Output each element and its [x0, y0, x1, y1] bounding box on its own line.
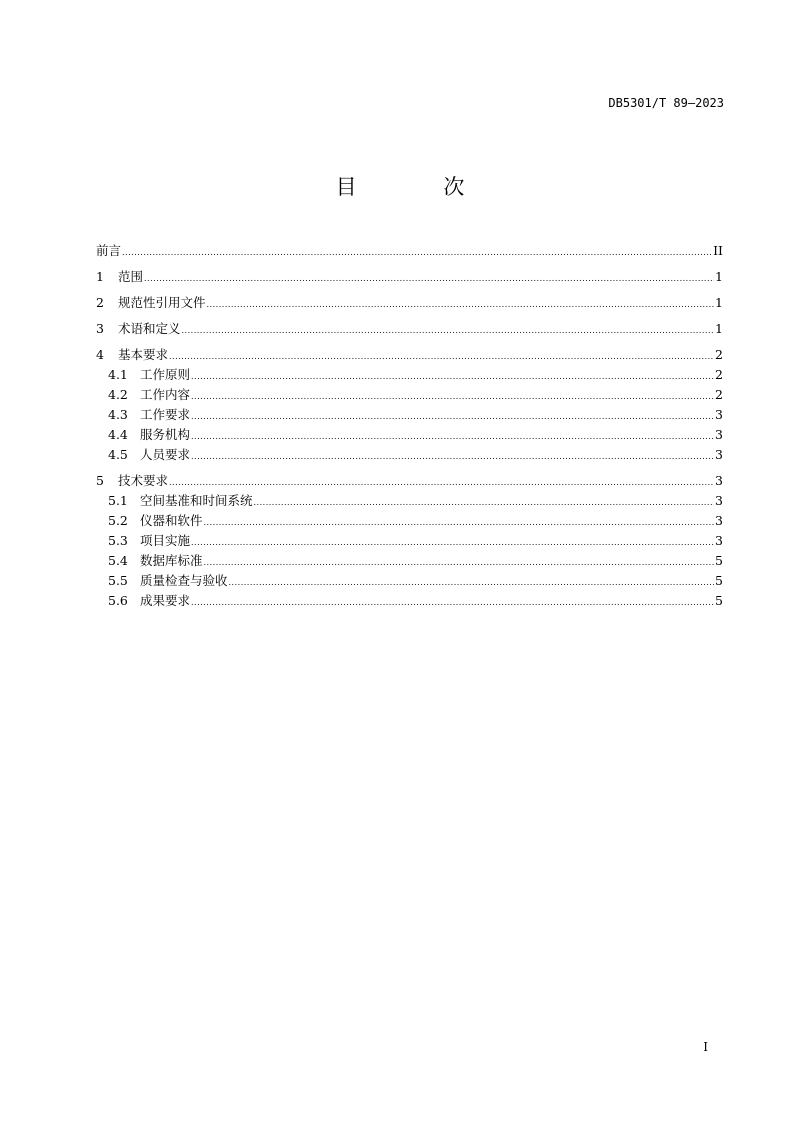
toc-entry-label: 空间基准和时间系统 [140, 493, 253, 508]
toc-entry[interactable] [96, 591, 723, 611]
toc-entry-label: 人员要求 [140, 447, 191, 462]
toc-entry[interactable] [96, 471, 723, 491]
toc-entry-number: 4.2 [108, 387, 128, 402]
toc-entry-number: 4.1 [108, 367, 128, 382]
toc-dot-leader [191, 387, 714, 407]
toc-entry[interactable] [96, 319, 723, 339]
toc-entry-label: 服务机构 [140, 427, 191, 442]
toc-entry[interactable] [96, 551, 723, 571]
toc-entry-label: 前言 [96, 243, 122, 258]
toc-dot-leader [204, 513, 715, 533]
toc-entry-label: 规范性引用文件 [118, 295, 206, 310]
toc-entry-label: 工作要求 [140, 407, 191, 422]
toc-entry-number: 5 [96, 473, 104, 488]
toc-entry[interactable] [96, 531, 723, 551]
toc-dot-leader [254, 493, 715, 513]
toc-entry-label: 工作内容 [140, 387, 191, 402]
toc-dot-leader [169, 473, 714, 493]
toc-entry-label: 工作原则 [140, 367, 191, 382]
toc-entry[interactable] [96, 511, 723, 531]
toc-entry-number: 5.3 [108, 533, 128, 548]
toc-entry-number: 5.6 [108, 593, 128, 608]
toc-entry-number: 5.4 [108, 553, 128, 568]
toc-entry-number: 4.3 [108, 407, 128, 422]
toc-entry-number: 5.2 [108, 513, 128, 528]
toc-dot-leader [191, 593, 714, 613]
toc-entry-label: 仪器和软件 [140, 513, 203, 528]
toc-dot-leader [191, 407, 714, 427]
toc-dot-leader [144, 269, 714, 289]
document-code: DB5301/T 89—2023 [608, 96, 724, 110]
toc-dot-leader [229, 573, 715, 593]
toc-entry-number: 4 [96, 347, 104, 362]
toc-entry-page: 3 [715, 533, 723, 548]
toc-entry[interactable] [96, 385, 723, 405]
toc-entry-page: 2 [715, 387, 723, 402]
toc-dot-leader [204, 553, 715, 573]
toc-entry-number: 3 [96, 321, 104, 336]
toc-entry-page: 2 [715, 347, 723, 362]
toc-dot-leader [207, 295, 715, 315]
toc-entry[interactable] [96, 445, 723, 465]
toc-entry-number: 5.5 [108, 573, 128, 588]
toc-entry-label: 质量检查与验收 [140, 573, 228, 588]
toc-dot-leader [191, 447, 714, 467]
toc-dot-leader [191, 367, 714, 387]
toc-entry-label: 成果要求 [140, 593, 191, 608]
toc-dot-leader [182, 321, 715, 341]
toc-entry-number: 4.4 [108, 427, 128, 442]
toc-entry-page: 5 [715, 573, 723, 588]
toc-entry[interactable] [96, 425, 723, 445]
toc-entry[interactable] [96, 241, 723, 261]
table-of-contents [96, 241, 723, 611]
toc-entry-page: 5 [715, 593, 723, 608]
toc-entry[interactable] [96, 491, 723, 511]
toc-entry-label: 术语和定义 [118, 321, 181, 336]
toc-entry-label: 技术要求 [118, 473, 169, 488]
toc-entry-number: 5.1 [108, 493, 128, 508]
toc-entry[interactable] [96, 365, 723, 385]
page-number: I [703, 1040, 708, 1054]
toc-entry-page: 2 [715, 367, 723, 382]
toc-entry-label: 范围 [118, 269, 144, 284]
toc-dot-leader [191, 427, 714, 447]
toc-entry-page: 1 [715, 321, 723, 336]
toc-entry-page: 3 [715, 427, 723, 442]
toc-entry-page: 3 [715, 407, 723, 422]
toc-entry-page: 3 [715, 493, 723, 508]
toc-entry-page: 1 [715, 295, 723, 310]
toc-entry-number: 1 [96, 269, 104, 284]
toc-entry-page: II [713, 243, 723, 258]
toc-entry-label: 数据库标准 [140, 553, 203, 568]
toc-entry-label: 基本要求 [118, 347, 169, 362]
page-title: 目 次 [335, 175, 505, 199]
toc-dot-leader [169, 347, 714, 367]
toc-entry[interactable] [96, 293, 723, 313]
toc-entry-number: 4.5 [108, 447, 128, 462]
toc-entry-page: 1 [715, 269, 723, 284]
toc-entry[interactable] [96, 267, 723, 287]
toc-entry-page: 3 [715, 513, 723, 528]
toc-entry[interactable] [96, 571, 723, 591]
toc-entry-number: 2 [96, 295, 104, 310]
toc-entry-page: 5 [715, 553, 723, 568]
toc-dot-leader [191, 533, 714, 553]
toc-entry[interactable] [96, 345, 723, 365]
toc-dot-leader [122, 243, 712, 263]
toc-entry-page: 3 [715, 473, 723, 488]
toc-entry-page: 3 [715, 447, 723, 462]
toc-entry-label: 项目实施 [140, 533, 191, 548]
toc-entry[interactable] [96, 405, 723, 425]
